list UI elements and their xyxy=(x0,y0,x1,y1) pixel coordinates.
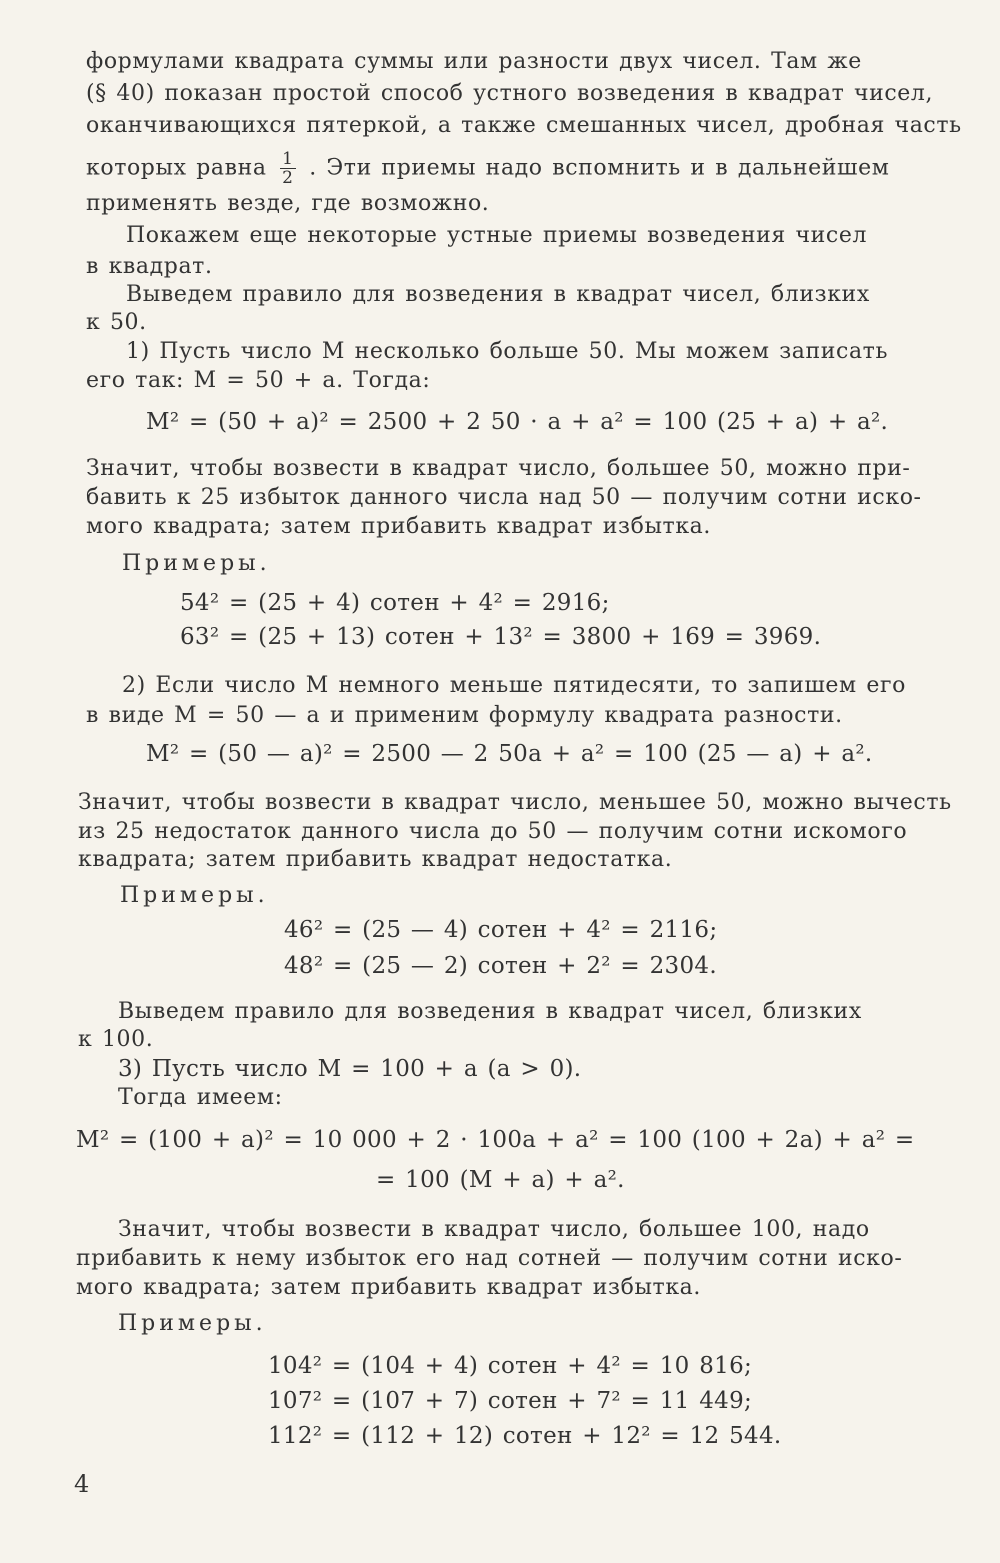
fraction-numerator: 1 xyxy=(282,149,294,169)
formula: = 100 (M + a) + a². xyxy=(376,1167,625,1193)
text-line: (§ 40) показан простой способ устного возведения в квадрат чисел, xyxy=(86,81,934,106)
text-segment: которых равна xyxy=(86,155,267,181)
text-line: Значит, чтобы возвести в квадрат число, большее 50, можно при- xyxy=(86,456,911,481)
fraction-denominator: 2 xyxy=(282,168,294,188)
text-line: формулами квадрата суммы или разности двух чисел. Там же xyxy=(86,49,862,74)
text-line: к 50. xyxy=(86,310,147,335)
text-line: Выведем правило для возведения в квадрат чисел, близких xyxy=(126,282,870,307)
examples-heading: Примеры. xyxy=(120,883,269,908)
text-line: квадрата; затем прибавить квадрат недостатка. xyxy=(78,847,673,872)
text-line: его так: M = 50 + a. Тогда: xyxy=(86,368,431,393)
text-line: 1) Пусть число M несколько больше 50. Мы можем записать xyxy=(126,339,889,364)
formula: 107² = (107 + 7) сотен + 7² = 11 449; xyxy=(268,1388,753,1414)
text-line: Выведем правило для возведения в квадрат чисел, близких xyxy=(118,999,862,1024)
text-line: оканчивающихся пятеркой, а также смешанных чисел, дробная часть xyxy=(86,113,962,138)
fraction-one-half xyxy=(280,150,295,187)
formula: 112² = (112 + 12) сотен + 12² = 12 544. xyxy=(268,1423,782,1449)
text-line: мого квадрата; затем прибавить квадрат избытка. xyxy=(86,514,711,539)
text-segment: . Эти приемы надо вспомнить и в дальнейшем xyxy=(309,155,890,181)
formula: 104² = (104 + 4) сотен + 4² = 10 816; xyxy=(268,1353,753,1379)
formula: M² = (100 + a)² = 10 000 + 2 · 100a + a² = 100 (100 + 2a) + a² = xyxy=(76,1127,915,1153)
text-line: применять везде, где возможно. xyxy=(86,191,490,216)
text-line: в виде M = 50 — a и применим формулу квадрата разности. xyxy=(86,703,843,728)
text-line: Покажем еще некоторые устные приемы возведения чисел xyxy=(126,223,868,248)
text-line-with-fraction xyxy=(86,150,889,187)
text-line: 2) Если число M немного меньше пятидесяти, то запишем его xyxy=(122,673,906,698)
formula: 54² = (25 + 4) сотен + 4² = 2916; xyxy=(180,590,610,616)
formula: 46² = (25 — 4) сотен + 4² = 2116; xyxy=(284,917,718,943)
text-line: прибавить к нему избыток его над сотней — получим сотни иско- xyxy=(76,1246,903,1271)
formula: M² = (50 — a)² = 2500 — 2 50a + a² = 100 (25 — a) + a². xyxy=(146,741,873,767)
examples-heading: Примеры. xyxy=(122,551,271,576)
text-line: Значит, чтобы возвести в квадрат число, меньшее 50, можно вычесть xyxy=(78,790,952,815)
formula: 48² = (25 — 2) сотен + 2² = 2304. xyxy=(284,953,717,979)
text-line: к 100. xyxy=(78,1027,154,1052)
text-line: из 25 недостаток данного числа до 50 — получим сотни искомого xyxy=(78,819,908,844)
formula: 3) Пусть число M = 100 + a (a > 0). xyxy=(118,1056,582,1082)
examples-heading: Примеры. xyxy=(118,1311,267,1336)
formula: 63² = (25 + 13) сотен + 13² = 3800 + 169 = 3969. xyxy=(180,624,822,650)
text-line: мого квадрата; затем прибавить квадрат избытка. xyxy=(76,1275,701,1300)
page-number: 4 xyxy=(74,1470,90,1498)
text-line: Значит, чтобы возвести в квадрат число, большее 100, надо xyxy=(118,1217,870,1242)
text-line: бавить к 25 избыток данного числа над 50 — получим сотни иско- xyxy=(86,485,922,510)
text-line: в квадрат. xyxy=(86,254,213,279)
text-line: Тогда имеем: xyxy=(118,1085,283,1110)
formula: M² = (50 + a)² = 2500 + 2 50 · a + a² = 100 (25 + a) + a². xyxy=(146,409,889,435)
